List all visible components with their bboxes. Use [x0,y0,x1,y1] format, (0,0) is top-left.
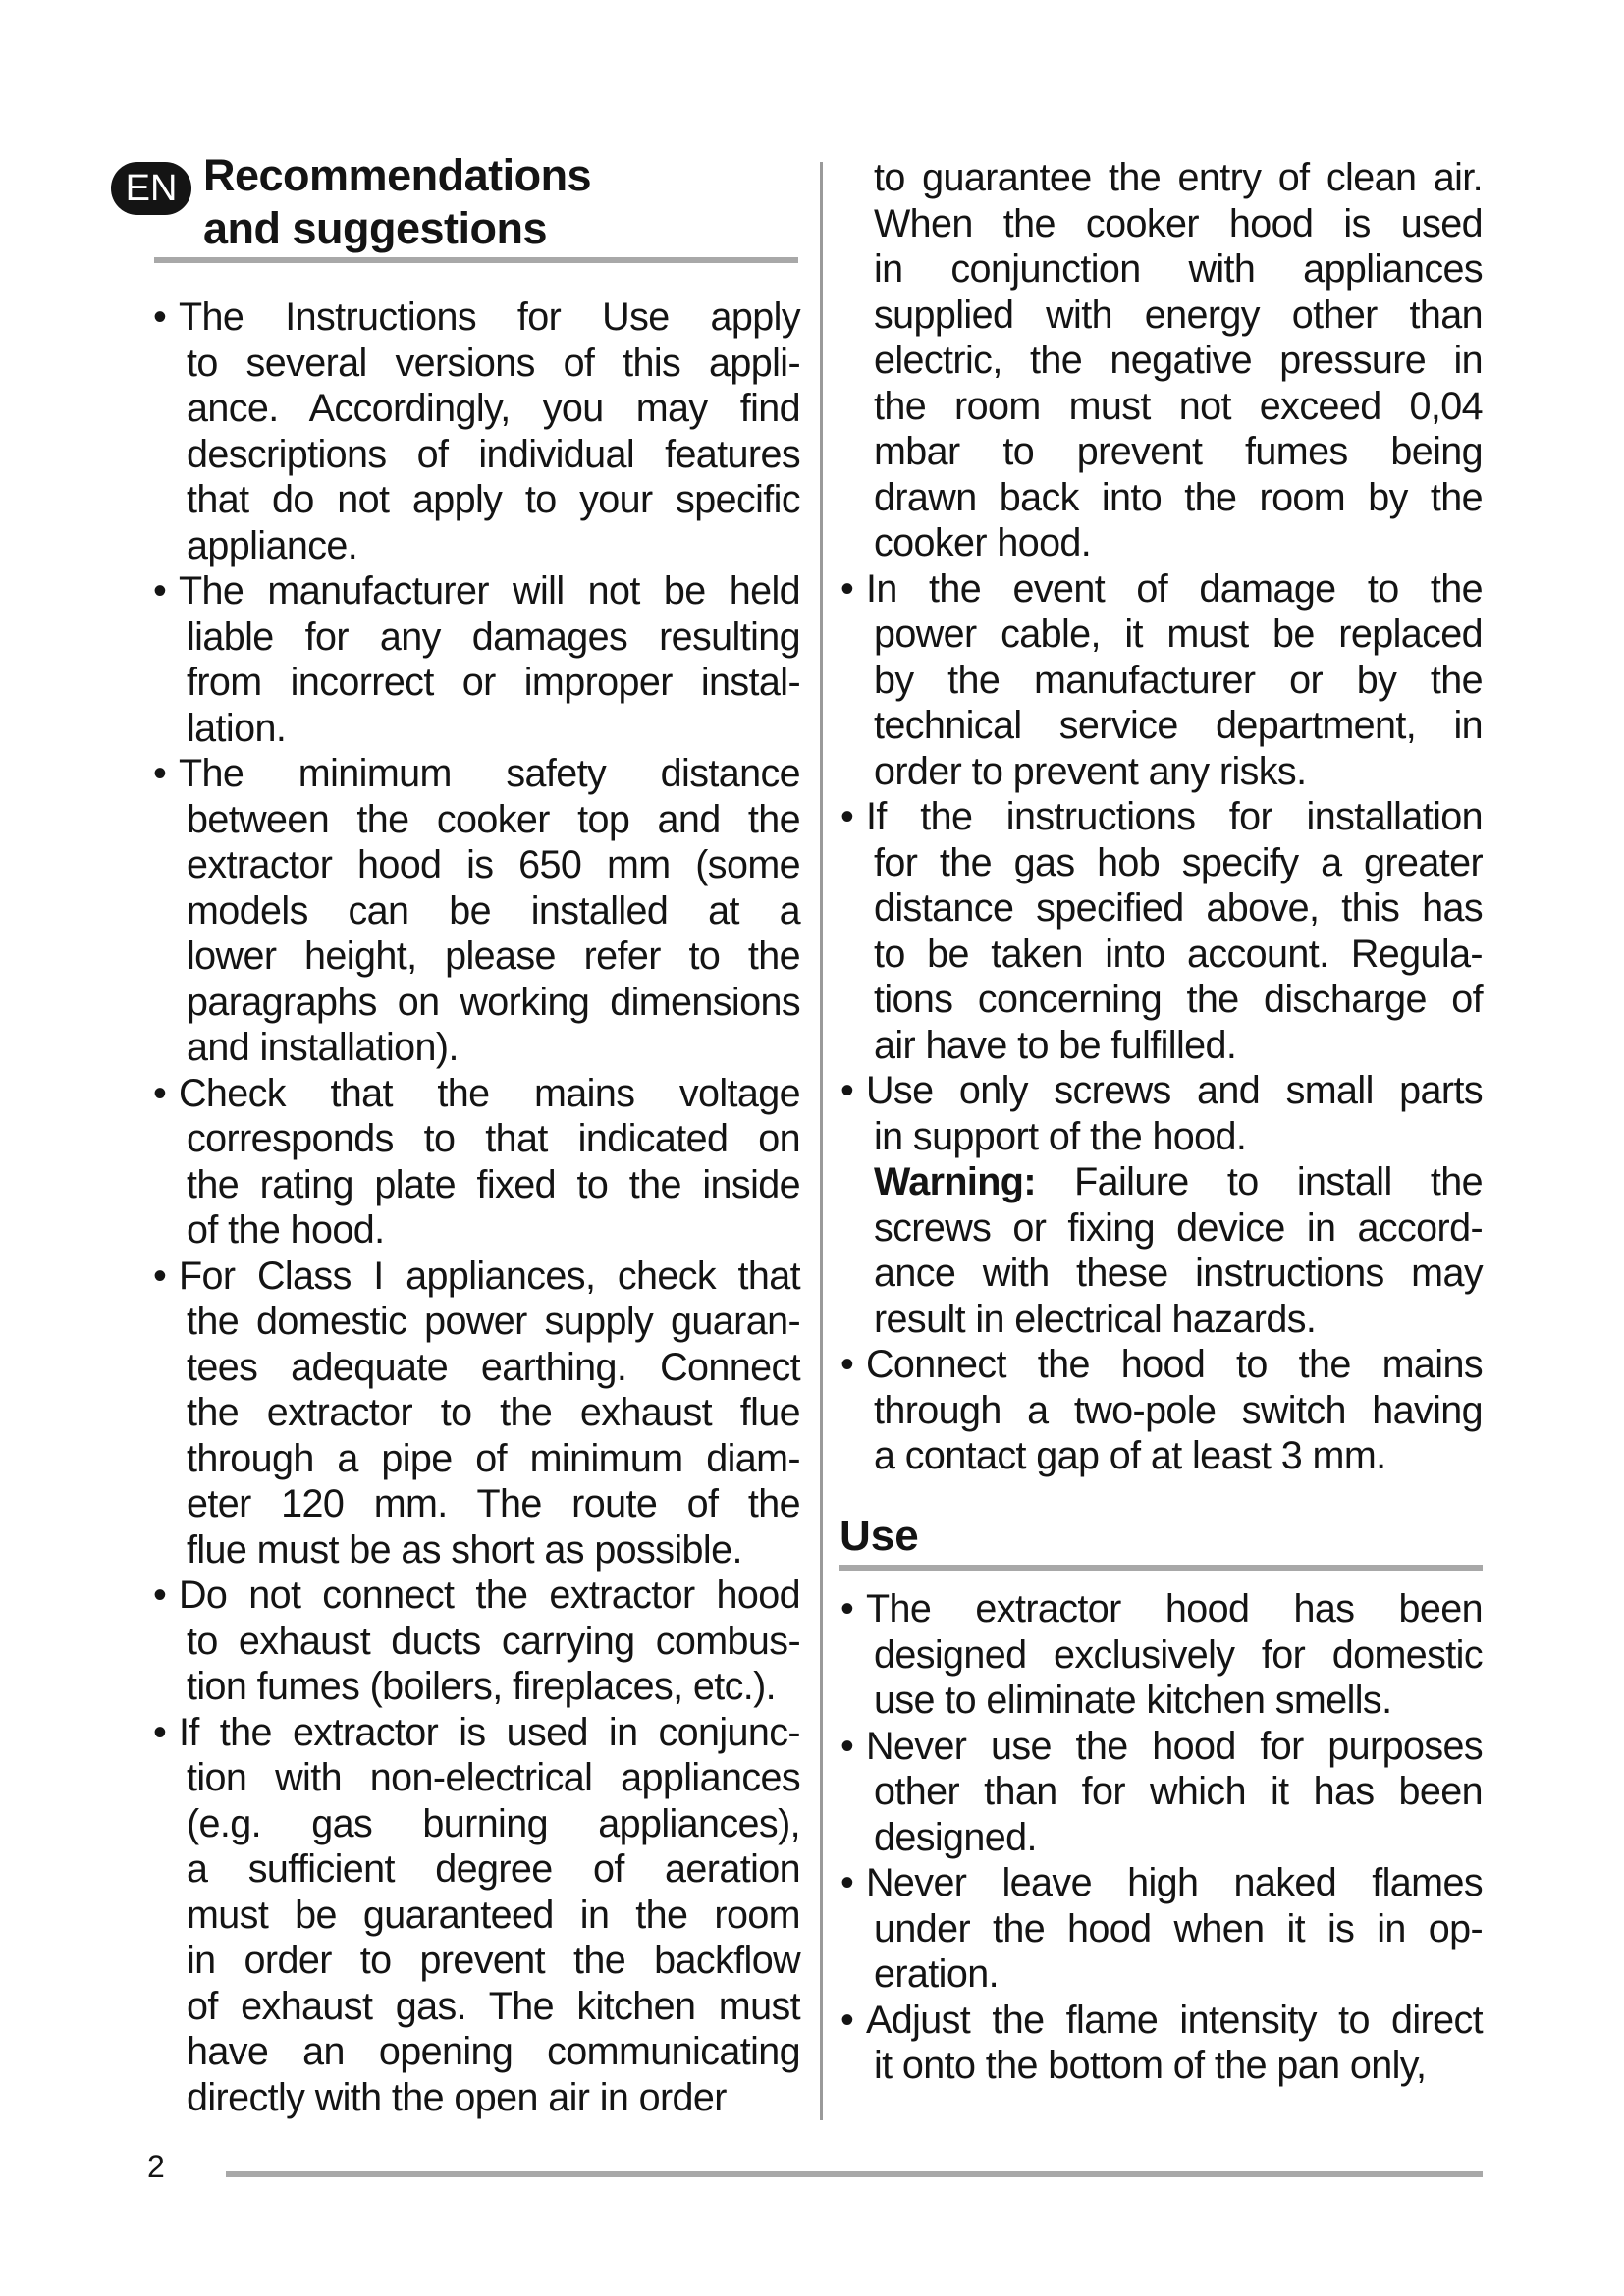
text-line: tees adequate earthing. Connect [187,1345,800,1389]
text-line: electric, the negative pressure in [874,339,1483,382]
bullet-dot: • [153,295,167,339]
text-line: mbar to prevent fumes being [874,430,1483,473]
text-line: under the hood when it is in op- [874,1906,1483,1950]
text-line: drawn back into the room by the [874,475,1483,519]
text-line: the domestic power supply guaran- [187,1300,800,1343]
bullet-dot: • [840,1724,854,1768]
language-badge: EN [111,162,191,215]
text-line: Never leave high naked flames [866,1861,1483,1904]
text-line: from incorrect or improper instal- [187,661,800,704]
text-line: ance. Accordingly, you may find [187,387,800,430]
bullet-dot: • [153,1710,167,1754]
bullet-dot: • [153,752,167,795]
text-line: designed exclusively for domestic [874,1632,1483,1677]
text-line: of exhaust gas. The kitchen must [187,1984,800,2028]
text-line: The minimum safety distance [179,752,800,795]
text-line: Connect the hood to the mains [866,1343,1483,1386]
text-line: have an opening communicating [187,2030,800,2073]
text-line: When the cooker hood is used [874,201,1483,245]
column-divider [820,162,823,2120]
text-line: Adjust the flame intensity to direct [866,1998,1483,2042]
text-line: tions concerning the discharge of [874,978,1483,1021]
text-line: to guarantee the entry of clean air. [874,156,1483,199]
use-heading: Use [839,1512,919,1560]
bullet-dot: • [153,1574,167,1617]
text-line: for the gas hob specify a greater [874,840,1483,884]
text-line: the rating plate fixed to the inside [187,1162,800,1206]
text-line: tion fumes (boilers, fireplaces, etc.). [187,1665,777,1708]
text-line: of the hood. [187,1208,385,1252]
text-line: The extractor hood has been [866,1587,1483,1630]
text-line: must be guaranteed in the room [187,1893,800,1937]
text-line: supplied with energy other than [874,293,1483,337]
bullet-dot: • [840,1587,854,1630]
text-line: tion with non-electrical appliances [187,1756,800,1799]
text-line: between the cooker top and the [187,797,800,841]
text-line: The Instructions for Use apply [179,295,800,339]
text-line: a sufficient degree of aeration [187,1847,800,1891]
text-line: cooker hood. [874,521,1092,564]
bullet-dot: • [153,1071,167,1115]
text-line: to be taken into account. Regula- [874,932,1483,976]
text-line: screws or fixing device in accord- [874,1205,1483,1250]
text-line: appliance. [187,523,358,567]
text-line: technical service department, in [874,704,1483,747]
bullet-dot: • [153,1254,167,1298]
text-line: through a two-pole switch having [874,1388,1483,1432]
heading-line: Recommendations [203,150,592,200]
text-line: power cable, it must be replaced [874,613,1483,656]
warning-line [874,1159,1483,1205]
bullet-dot: • [840,1998,854,2042]
text-line: If the extractor is used in conjunc- [179,1710,800,1754]
text-line: models can be installed at a [187,888,800,933]
text-line: liable for any damages resulting [187,614,800,659]
use-heading-underline [839,1565,1483,1571]
text-line: the room must not exceed 0,04 [874,384,1483,428]
heading-line: and suggestions [203,203,548,253]
text-line: Use only screws and small parts [866,1069,1483,1112]
text-line: distance specified above, this has [874,886,1483,930]
text-line: a contact gap of at least 3 mm. [874,1434,1386,1477]
bullet-dot: • [840,1069,854,1112]
section-heading [203,149,591,255]
text-line: If the instructions for installation [866,795,1483,838]
text-line: air have to be fulfilled. [874,1023,1237,1067]
text-line: Do not connect the extractor hood [179,1574,800,1617]
warning-text: Failure to install the [1035,1160,1483,1203]
text-line: Check that the mains voltage [179,1071,800,1115]
bullet-dot: • [840,795,854,838]
text-line: by the manufacturer or by the [874,658,1483,702]
text-line: the extractor to the exhaust flue [187,1391,800,1434]
text-line: order to prevent any risks. [874,749,1307,793]
heading-underline [154,257,798,263]
text-line: to several versions of this appli- [187,341,800,385]
text-line: other than for which it has been [874,1770,1483,1813]
text-line: corresponds to that indicated on [187,1117,800,1160]
text-line: use to eliminate kitchen smells. [874,1679,1392,1722]
text-line: lation. [187,706,287,750]
text-line: Never use the hood for purposes [866,1724,1483,1768]
text-line: through a pipe of minimum diam- [187,1436,800,1480]
text-line: ance with these instructions may [874,1252,1483,1295]
text-line: For Class I appliances, check that [179,1254,800,1298]
text-line: in conjunction with appliances [874,247,1483,291]
text-line: directly with the open air in order [187,2075,727,2119]
text-line: to exhaust ducts carrying combus- [187,1619,800,1663]
text-line: paragraphs on working dimensions [187,980,800,1024]
text-line: flue must be as short as possible. [187,1527,742,1572]
text-line: (e.g. gas burning appliances), [187,1801,800,1845]
text-line: and installation). [187,1026,459,1069]
bullet-dot: • [840,1861,854,1904]
text-line: descriptions of individual features [187,432,800,476]
bullet-dot: • [840,566,854,611]
text-line: it onto the bottom of the pan only, [874,2044,1427,2087]
text-line: in order to prevent the backflow [187,1939,800,1982]
text-line: lower height, please refer to the [187,934,800,978]
text-line: The manufacturer will not be held [179,569,800,613]
text-line: designed. [874,1815,1037,1859]
warning-label: Warning: [874,1160,1036,1203]
text-line: that do not apply to your specific [187,478,800,521]
text-line: in support of the hood. [874,1114,1247,1158]
bullet-dot: • [840,1343,854,1386]
footer-rule [226,2171,1483,2177]
bullet-dot: • [153,569,167,613]
text-line: result in electrical hazards. [874,1297,1317,1341]
text-line: eter 120 mm. The route of the [187,1482,800,1525]
page-number: 2 [147,2149,165,2184]
text-line: extractor hood is 650 mm (some [187,843,800,886]
text-line: eration. [874,1952,999,1996]
text-line: In the event of damage to the [866,566,1483,611]
